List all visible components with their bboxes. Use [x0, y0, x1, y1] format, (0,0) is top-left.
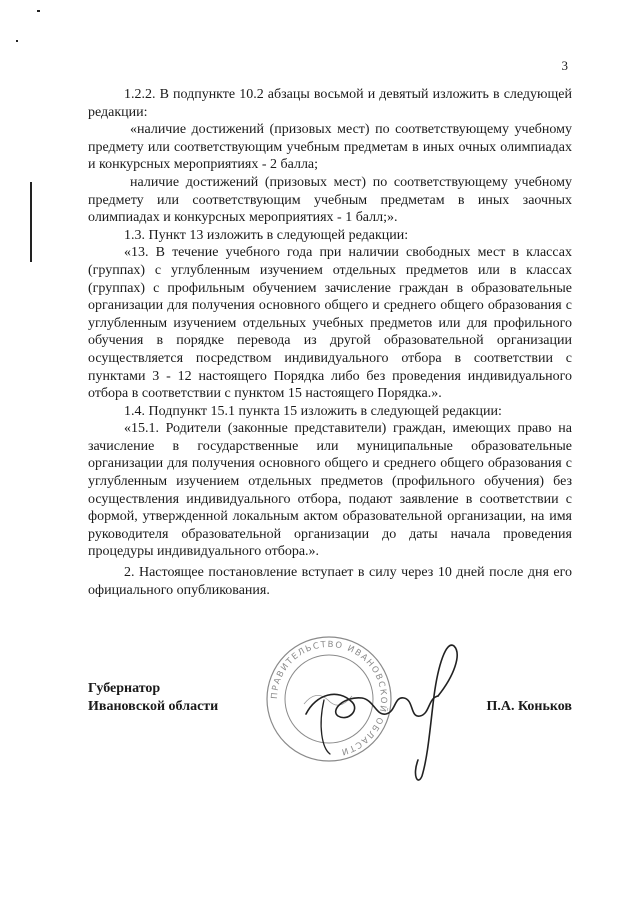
paragraph-2: 2. Настоящее постановление вступает в силу через 10 дней после дня его официального опубликования. — [88, 565, 572, 598]
handwritten-signature-icon — [278, 636, 468, 786]
scan-mark-top-small — [16, 40, 18, 42]
document-body — [88, 86, 572, 599]
scan-mark-left-edge — [30, 182, 32, 262]
signatory-title-line1: Губернатор — [88, 681, 161, 696]
signatory-name: П.А. Коньков — [486, 699, 572, 714]
page-number: 3 — [561, 58, 568, 73]
scan-mark-top — [37, 10, 40, 12]
paragraph-quote-zaochnye: наличие достижений (призовых мест) по соответствующему учебному предмету или соответствующим учебным предметам в иных заочных олимпиадах и конкурсных мероприятиях - 1 балл;». — [88, 174, 572, 226]
signature-block — [88, 639, 572, 790]
signatory-title — [88, 680, 218, 716]
paragraph-1-2-2: 1.2.2. В подпункте 10.2 абзацы восьмой и девятый изложить в следующей редакции: — [88, 87, 572, 120]
paragraph-1-4: 1.4. Подпункт 15.1 пункта 15 изложить в следующей редакции: — [124, 403, 502, 419]
signatory-title-line2: Ивановской области — [88, 699, 219, 714]
paragraph-quote-ochnye: «наличие достижений (призовых мест) по соответствующему учебному предмету или соответствующим учебным предметам в иных очных олимпиадах и конкурсных мероприятиях - 2 балла; — [88, 122, 572, 173]
paragraph-15-1: «15.1. Родители (законные представители) граждан, имеющих право на зачисление в государственные или муниципальные образовательные организации для получения основного общего и среднего общего образования с углубленным изучением отдельных предметов (профильного обучения) без осуществления индивидуального отбора, подают заявление в соответствии с формой, утвержденной локальным актом образовательной организации, на имя руководителя образовательной организации до даты начала проведения процедуры индивидуального отбора.». — [88, 421, 572, 560]
svg-text:ПРАВИТЕЛЬСТВО ИВАНОВСКОЙ ОБЛАС: ПРАВИТЕЛЬСТВО ИВАНОВСКОЙ ОБЛАСТИ — [269, 639, 389, 757]
paragraph-1-3: 1.3. Пункт 13 изложить в следующей редакции: — [124, 227, 409, 243]
paragraph-13: «13. В течение учебного года при наличии свободных мест в классах (группах) с углубленным изучением отдельных предметов или в классах (группах) с профильным обучением зачисление граждан в образовательные организации для получения основного общего и среднего общего образования с углубленным изучением отдельных учебных предметов или для профильного обучения в порядке перевода из другой образовательной организации осуществляется посредством индивидуального отбора в соответствии с пунктами 3 - 12 настоящего Порядка либо без проведения индивидуального отбора в соответствии с пунктом 15 настоящего Порядка.». — [88, 245, 572, 402]
